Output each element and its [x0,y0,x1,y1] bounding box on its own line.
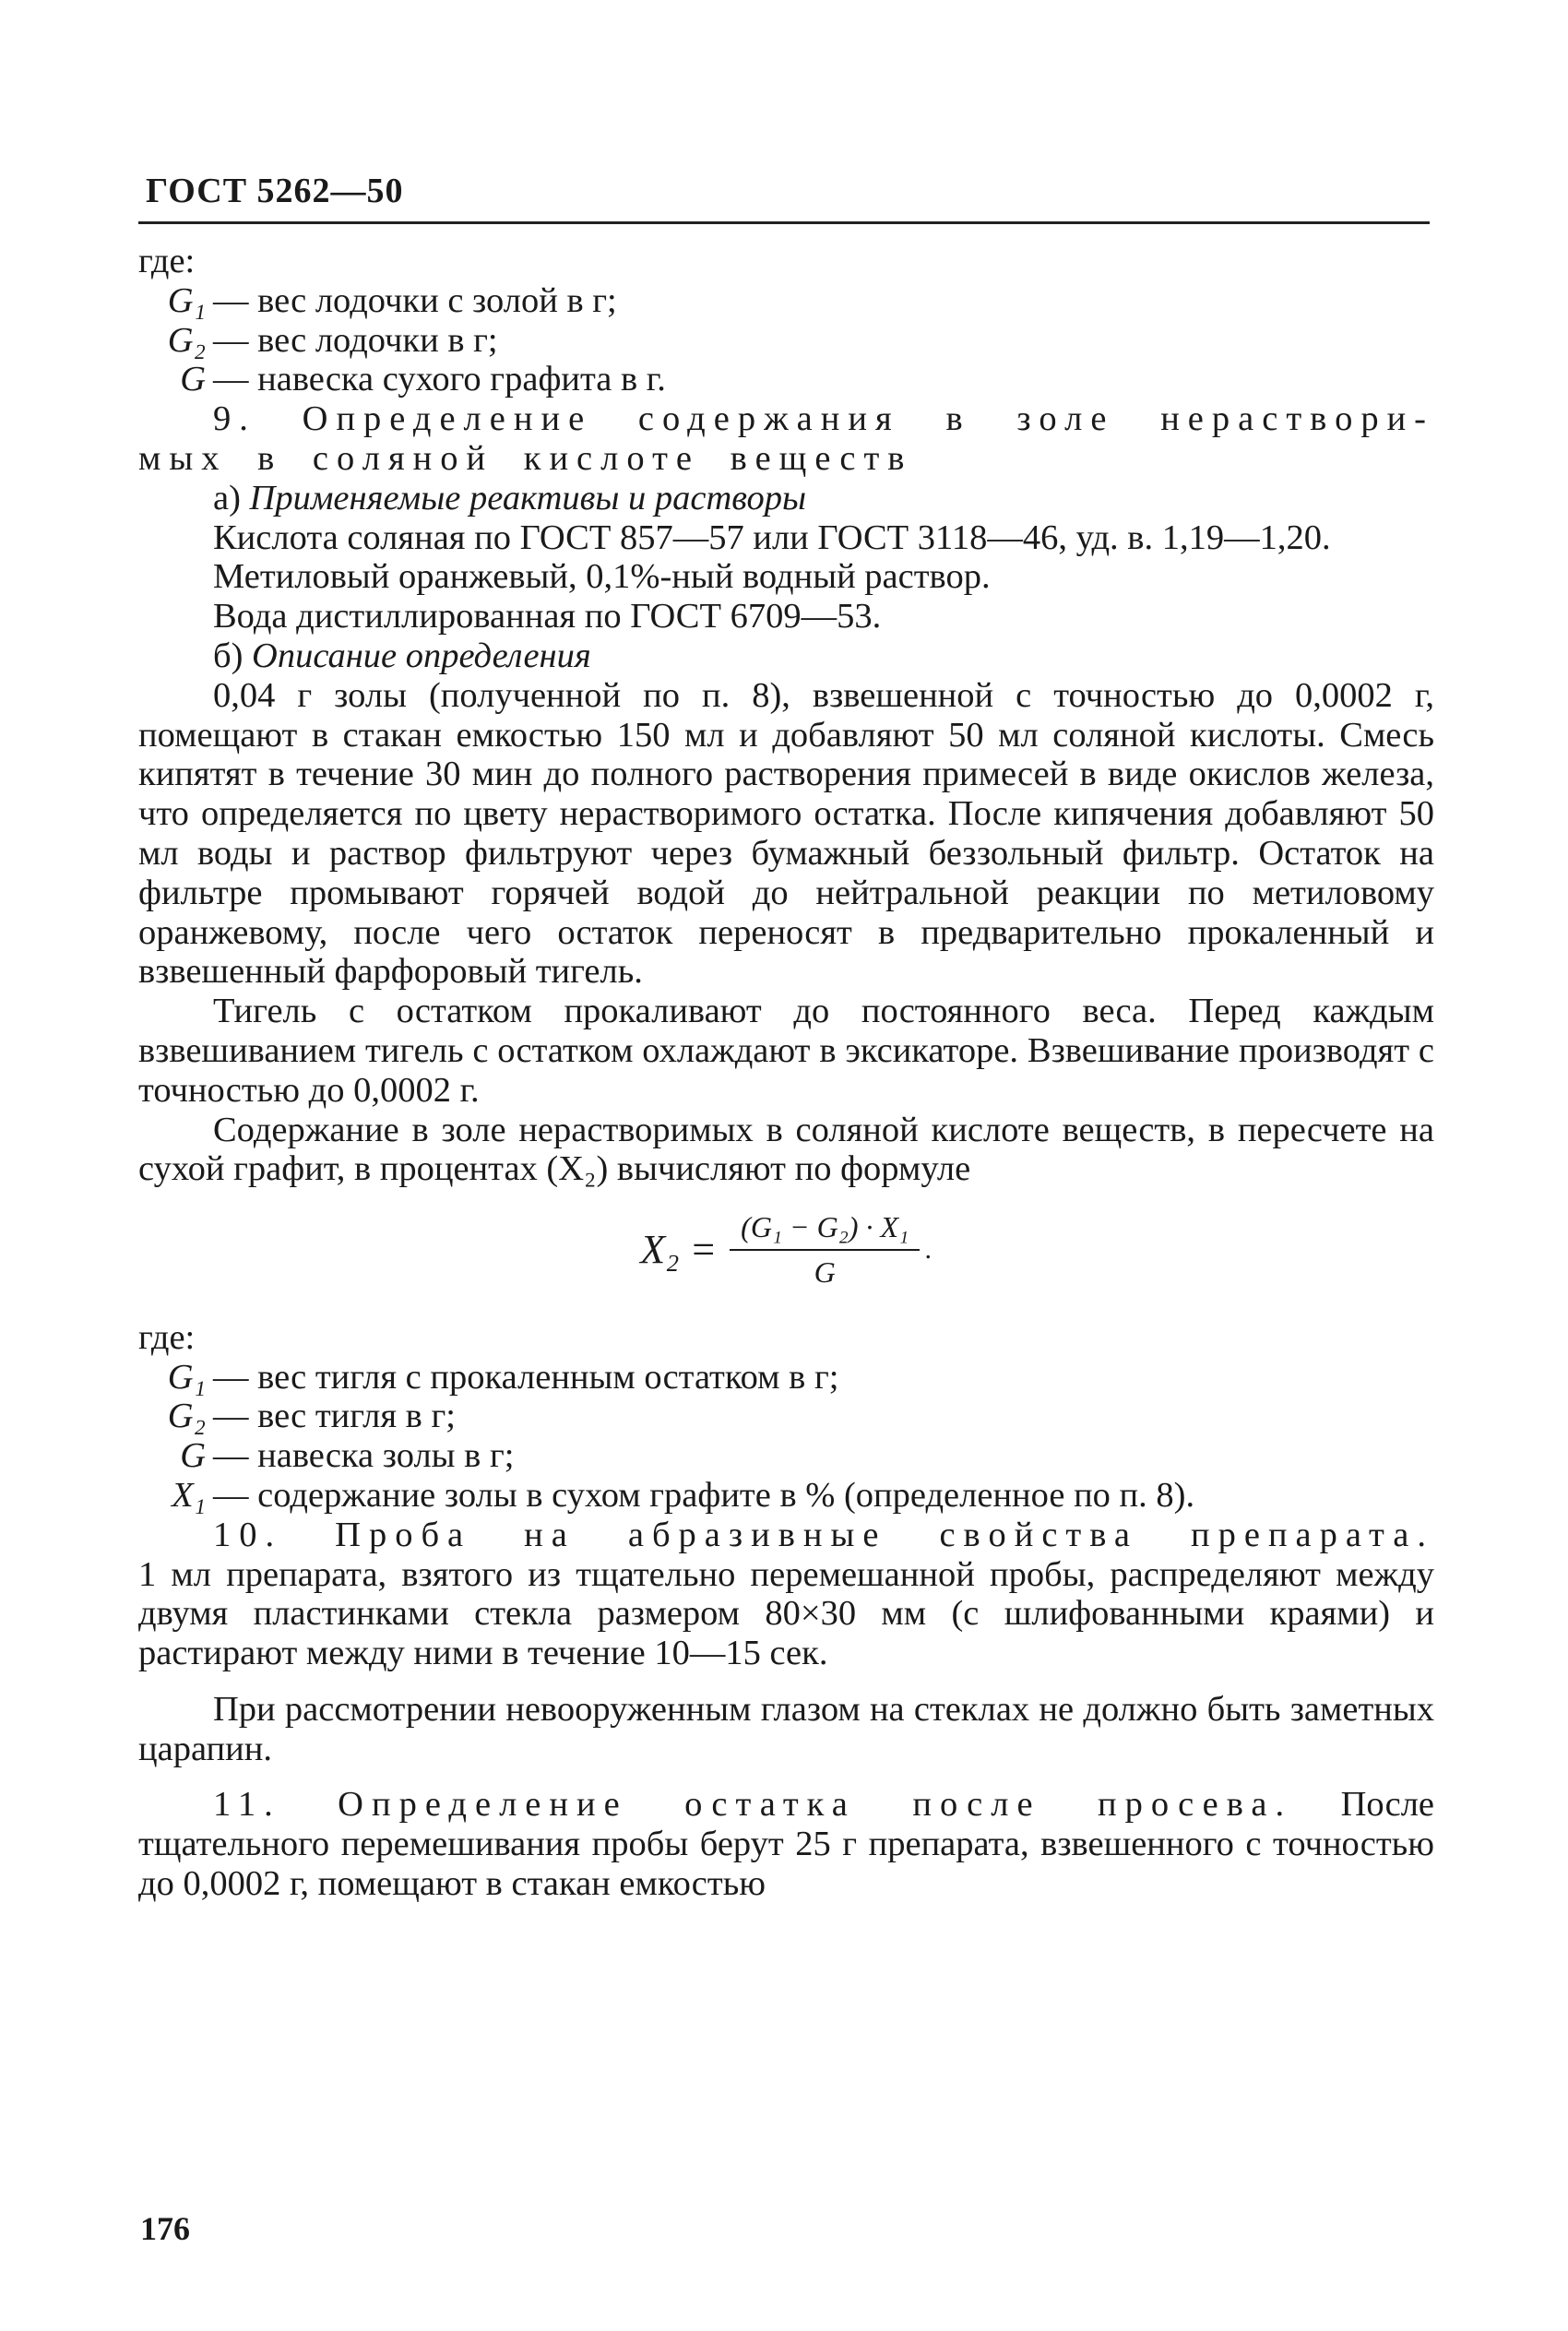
reagent-methyl-orange: Метиловый оранжевый, 0,1%-ный водный раствор. [213,557,991,597]
definition-text: — содержание золы в сухом графите в % (определенное по п. 8). [213,1475,1195,1515]
definition-text: — вес лодочки с золой в г; [213,280,617,320]
symbol: G [180,360,206,399]
header-rule [138,221,1430,224]
formula-denominator: G [814,1255,836,1289]
definition-row [138,1476,1434,1516]
subsection-a-heading [138,479,1434,518]
definition-row [138,1358,1434,1397]
definition-row [138,281,1434,321]
formula-period: . [925,1233,932,1265]
reagent-distilled-water: Вода дистиллированная по ГОСТ 6709—53. [213,597,882,636]
formula-fraction [730,1207,920,1292]
formula-x2 [138,1207,1434,1292]
page-content [138,242,1434,1904]
calculation-paragraph: Содержание в золе нерастворимых в соляной кислоте веществ, в пересчете на сухой графит, в процентах (X₂) вычисляют по формуле [138,1110,1434,1189]
section-9-heading-line1: 9. Определение содержания в золе нераствори- [213,399,1434,439]
formula-numerator: (G₁ − G₂) · X₁ [730,1207,920,1251]
definition-row [138,1397,1434,1436]
definition-text: — вес тигля в г; [213,1397,456,1436]
reagent-hydrochloric-acid: Кислота соляная по ГОСТ 857—57 или ГОСТ 3118—46, уд. в. 1,19—1,20. [213,517,1331,557]
symbol: G₁ [167,280,206,320]
section-11-heading: 11. Определение остатка после просева. [213,1785,1293,1825]
definition-row [138,360,1434,399]
section-9-heading-line2: мых в соляной кислоте веществ [138,438,913,478]
definition-text: — вес лодочки в г; [213,320,498,360]
spacer [138,1673,1434,1690]
section-10-paragraph: 1 мл препарата, взятого из тщательно перемешанной пробы, распределяют между двумя пластинками стекла размером 80×30 мм (с шлифованными краями) и растирают между ними в течение 10—15 сек. [138,1554,1434,1673]
section-11-paragraph [138,1785,1434,1903]
section-10-heading: 10. Проба на абразивные свойства препарата. [213,1515,1434,1554]
subsection-b-letter: б) [213,636,253,675]
definition-text: — навеска сухого графита в г. [213,360,666,399]
definition-row [138,321,1434,361]
definition-text: — навеска золы в г; [213,1436,515,1476]
symbol: G [180,1436,206,1476]
page-number: 176 [140,2210,190,2247]
procedure-paragraph: Тигель с остатком прокаливают до постоянного веса. Перед каждым взвешиванием тигель с остатком охлаждают в эксикаторе. Взвешивание производят с точностью до 0,0002 г. [138,992,1434,1110]
procedure-paragraph: 0,04 г золы (полученной по п. 8), взвешенной с точностью до 0,0002 г, помещают в стакан емкостью 150 мл и добавляют 50 мл соляной кислоты. Смесь кипятят в течение 30 мин до полного растворения примесей в виде окислов железа, что определяется по цвету нерастворимого остатка. После кипячения добавляют 50 мл воды и раствор фильтруют через бумажный беззольный фильтр. Остаток на фильтре промывают горячей водой до нейтральной реакции по метиловому оранжевому, после чего остаток переносят в предварительно прокаленный и взвешенный фарфоровый тигель. [138,675,1434,992]
subsection-b-heading [138,636,1434,676]
symbol: X₁ [172,1475,206,1515]
document-header: ГОСТ 5262—50 [146,172,404,210]
where-label: где: [138,242,196,280]
where-label: где: [138,1317,196,1357]
symbol: G₂ [167,1397,206,1436]
spacer [138,1768,1434,1785]
symbol: G₂ [167,320,206,360]
section-10-result: При рассмотрении невооруженным глазом на стеклах не должно быть заметных царапин. [138,1689,1434,1768]
definition-text: — вес тигля с прокаленным остатком в г; [213,1357,839,1397]
subsection-b-title: Описание определения [252,636,591,675]
formula-lhs: X₂ = [640,1226,718,1272]
symbol: G₁ [167,1357,206,1397]
subsection-a-letter: а) [213,478,250,517]
definition-row [138,1436,1434,1476]
section-11-text: После тщательного перемешивания пробы берут 25 г препарата, взвешенного с точностью до 0,0002 г, помещают в стакан емкостью [138,1785,1435,1904]
subsection-a-title: Применяемые реактивы и растворы [249,478,807,517]
